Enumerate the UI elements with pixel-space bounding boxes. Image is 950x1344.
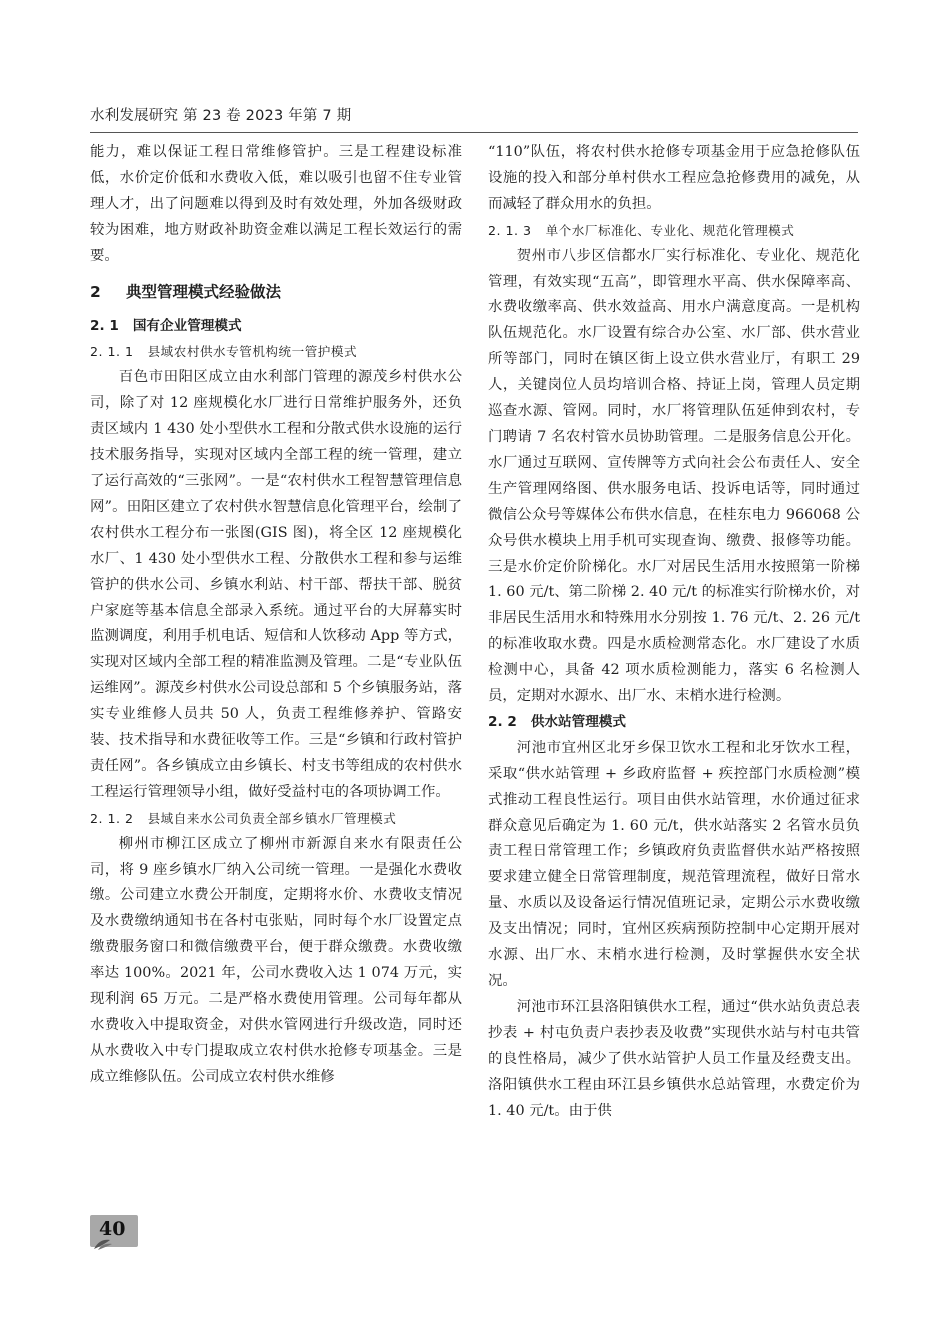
section-heading-2: [90, 279, 462, 305]
paragraph: “110”队伍，将农村供水抢修专项基金用于应急抢修队伍设施的投入和部分单村供水工程应急抢修费用的减免，从而减轻了群众用水的负担。: [488, 144, 860, 212]
left-column: [90, 140, 462, 1091]
paragraph: 河池市环江县洛阳镇供水工程，通过“供水站负责总表抄表 + 村屯负责户表抄表及收费”实现供水站与村屯共管的良性格局，减少了供水站管护人员工作量及经费支出。洛阳镇供水工程由环江县乡镇供水总站管理，水费定价为 1. 40 元/t。由于供: [488, 998, 860, 1119]
paragraph: 百色市田阳区成立由水利部门管理的源茂乡村供水公司，除了对 12 座规模化水厂进行日常维护服务外，还负责区域内 1 430 处小型供水工程和分散式供水设施的运行技术服务指导，实现对区域内全部工程的统一管理，建立了运行高效的“三张网”。一是“农村供水工程智慧管理信息网”。田阳区建立了农村供水智慧信息化管理平台，绘制了农村供水工程分布一张图(GIS 图)，将全区 12 座规模化水厂、1 430 处小型供水工程、分散供水工程和参与运维管护的供水公司、乡镇水利站、村干部、帮扶干部、脱贫户家庭等基本信息全部录入系统。通过平台的大屏幕实时监测调度，利用手机电话、短信和人饮移动 App 等方式，实现对区域内全部工程的精准监测及管理。二是“专业队伍运维网”。源茂乡村供水公司设总部和 5 个乡镇服务站，落实专业维修人员共 50 人，负责工程维修养护、管路安装、技术指导和水费征收等工作。三是“乡镇和行政村管护责任网”。各乡镇成立由乡镇长、村支书等组成的农村供水工程运行管理领导小组，做好受益村屯的各项协调工作。: [90, 369, 462, 800]
section-title: 供水站管理模式: [530, 713, 626, 730]
paragraph: 贺州市八步区信都水厂实行标准化、专业化、规范化管理，有效实现“五高”，即管理水平高、供水保障率高、水费收缴率高、供水效益高、用水户满意度高。一是机构队伍规范化。水厂设置有综合办公室、水厂部、供水营业所等部门，同时在镇区街上设立供水营业厅，有职工 29 人，关键岗位人员均培训合格、持证上岗，管理人员定期巡查水源、管网。同时，水厂将管理队伍延伸到农村，专门聘请 7 名农村管水员协助管理。二是服务信息公开化。水厂通过互联网、宣传牌等方式向社会公布责任人、安全生产管理网络图、供水服务电话、投诉电话等，同时通过微信公众号等媒体公布供水信息，在桂东电力 966068 公众号供水模块上用手机可实现查询、缴费、报修等功能。三是水价定价阶梯化。水厂对居民生活用水按照第一阶梯 1. 60 元/t、第二阶梯 2. 40 元/t 的标准实行阶梯水价，对非居民生活用水和特殊用水分别按 1. 76 元/t、2. 26 元/t 的标准收取水费。四是水质检测常态化。水厂建设了水质检测中心，具备 42 项水质检测能力，落实 6 名检测人员，定期对水源水、出厂水、末梢水进行检测。: [488, 247, 860, 705]
section-number: 2. 2: [488, 713, 517, 730]
section-title: 典型管理模式经验做法: [126, 282, 282, 301]
page-number: 40: [99, 1218, 126, 1240]
section-heading-2-1-3: [488, 218, 860, 244]
section-title: 县域农村供水专管机构统一管护模式: [147, 344, 358, 360]
paragraph: 能力，难以保证工程日常维修管护。三是工程建设标准低，水价定价低和水费收入低，难以吸引也留不住专业管理人才，出了问题难以得到及时有效处理，外加各级财政较为困难，地方财政补助资金难以满足工程长效运行的需要。: [90, 144, 462, 264]
section-number: 2. 1. 3: [488, 222, 532, 238]
section-number: 2. 1. 1: [90, 344, 134, 360]
paragraph: 柳州市柳江区成立了柳州市新源自来水有限责任公司，将 9 座乡镇水厂纳入公司统一管理。一是强化水费收缴。公司建立水费公开制度，定期将水价、水费收支情况及水费缴纳通知书在各村屯张贴，同时每个水厂设置定点缴费服务窗口和微信缴费平台，便于群众缴费。水费收缴率达 100%。2021 年，公司水费收入达 1 074 万元，实现利润 65 万元。二是严格水费使用管理。公司每年都从水费收入中提取资金，对供水管网进行升级改造，同时还从水费收入中专门提取成立农村供水抢修专项基金。三是成立维修队伍。公司成立农村供水维修: [90, 835, 462, 1085]
section-number: 2. 1. 2: [90, 810, 134, 826]
right-column: [488, 140, 860, 1124]
section-title: 单个水厂标准化、专业化、规范化管理模式: [545, 222, 795, 238]
section-heading-2-2: [488, 710, 860, 736]
header-rule: [90, 132, 858, 133]
section-heading-2-1-2: [90, 806, 462, 832]
running-header: 水利发展研究 第 23 卷 2023 年第 7 期: [90, 108, 352, 124]
section-title: 国有企业管理模式: [132, 317, 242, 334]
section-heading-2-1-1: [90, 339, 462, 365]
section-number: 2: [90, 282, 101, 301]
section-number: 2. 1: [90, 317, 119, 334]
leaf-decoration-icon: [92, 1237, 114, 1251]
page-number-badge: [90, 1215, 140, 1253]
section-heading-2-1: [90, 314, 462, 340]
paragraph: 河池市宜州区北牙乡保卫饮水工程和北牙饮水工程，采取“供水站管理 + 乡政府监督 + 疾控部门水质检测”模式推动工程良性运行。项目由供水站管理，水价通过征求群众意见后确定为 1. 60 元/t，供水站落实 2 名管水员负责工程日常管理工作；乡镇政府负责监督供水站严格按照要求建立健全日常管理制度，规范管理流程，做好日常水量、水质以及设备运行情况值班记录，定期公示水费收缴及支出情况；同时，宜州区疾病预防控制中心定期开展对水源、出厂水、末梢水进行检测，及时掌握供水安全状况。: [488, 739, 860, 989]
section-title: 县域自来水公司负责全部乡镇水厂管理模式: [147, 810, 397, 826]
